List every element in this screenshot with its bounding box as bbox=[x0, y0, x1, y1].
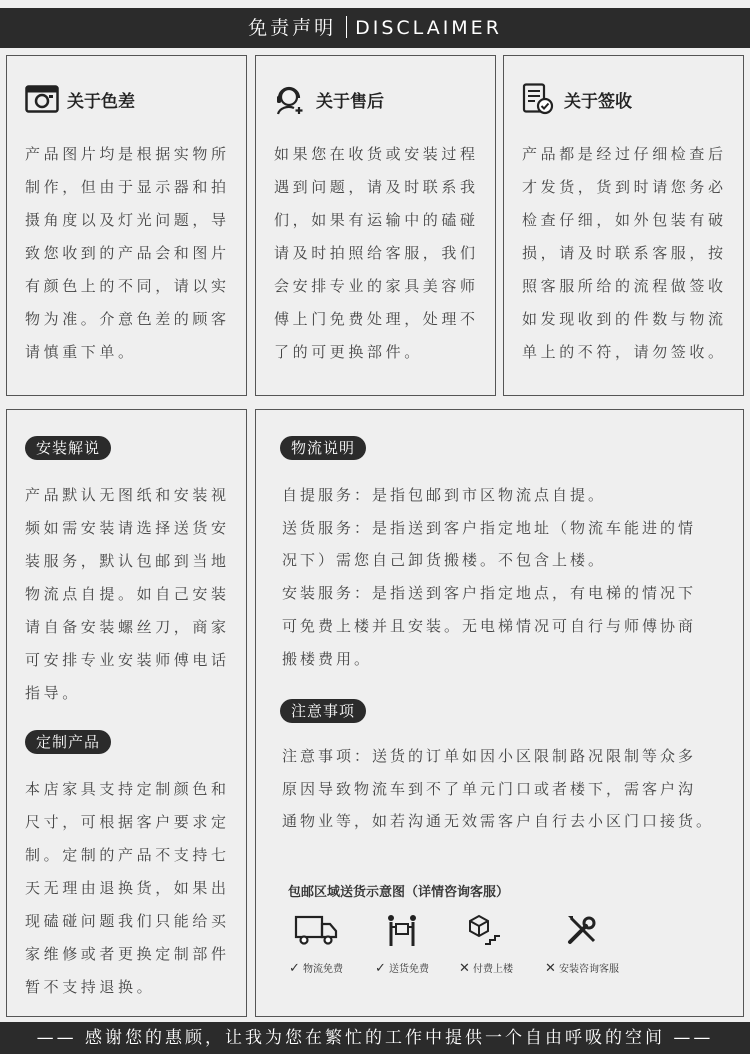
service-label: 付费上楼 bbox=[472, 964, 513, 975]
logistics-title-badge: 物流说明 bbox=[280, 436, 366, 460]
service-logistics bbox=[276, 910, 356, 976]
service-label: 物流免费 bbox=[302, 964, 343, 975]
footer-text: —— 感谢您的惠顾，让我为您在繁忙的工作中提供一个自由呼吸的空间 —— bbox=[36, 1028, 714, 1048]
package-stairs-icon bbox=[469, 913, 503, 947]
logistics-line: 可免费上楼并且安装。无电梯情况可自行与师傅协商 bbox=[282, 617, 697, 635]
sign-receipt-card bbox=[503, 55, 744, 396]
service-install bbox=[542, 910, 622, 976]
check-icon: ✓ bbox=[375, 961, 386, 976]
logistics-line: 况下）需您自己卸货搬楼。不包含上楼。 bbox=[282, 551, 607, 569]
cross-icon: ✕ bbox=[459, 961, 470, 976]
install-custom-panel bbox=[6, 409, 247, 1017]
service-label: 送货免费 bbox=[388, 964, 429, 975]
card-heading bbox=[25, 82, 135, 116]
notice-line: 注意事项：送货的订单如因小区限制路况限制等众多 bbox=[282, 747, 697, 765]
install-title-badge: 安装解说 bbox=[25, 436, 111, 460]
service-upstairs bbox=[446, 910, 526, 976]
logistics-line: 搬楼费用。 bbox=[282, 650, 373, 668]
sign-document-icon bbox=[522, 83, 556, 115]
logistics-line: 送货服务：是指送到客户指定地址（物流车能进的情 bbox=[282, 519, 697, 537]
delivery-person-icon bbox=[385, 913, 419, 947]
card-title: 关于色差 bbox=[67, 91, 135, 112]
logistics-line: 自提服务：是指包邮到市区物流点自提。 bbox=[282, 486, 607, 504]
card-heading bbox=[274, 82, 384, 116]
after-sales-card bbox=[255, 55, 496, 396]
check-icon: ✓ bbox=[289, 961, 300, 976]
delivery-map-title: 包邮区域送货示意图（详情咨询客服） bbox=[288, 885, 510, 900]
card-text: 产品都是经过仔细检查后 才发货，货到时请您务必 检查仔细，如外包装有破 损，请及时联系客服，按 照客服所给的流程做签收 如发现收到的件数与物流 单上的不符，请勿签收。 bbox=[522, 145, 727, 361]
install-text: 产品默认无图纸和安装视 频如需安装请选择送货安 装服务，默认包邮到当地 物流点自提。如自己安装 请自备安装螺丝刀，商家 可安排专业安装师傅电话 指导。 bbox=[25, 486, 230, 702]
camera-icon bbox=[25, 85, 59, 113]
card-heading bbox=[522, 82, 632, 116]
logistics-panel bbox=[255, 409, 744, 1017]
header-en: DISCLAIMER bbox=[355, 17, 502, 39]
card-title: 关于售后 bbox=[316, 91, 384, 112]
custom-text: 本店家具支持定制颜色和 尺寸，可根据客户要求定 制。定制的产品不支持七 天无理由退换货，如果出 现磕碰问题我们只能给买 家维修或者更换定制部件 暂不支持退换。 bbox=[25, 780, 230, 996]
logistics-line: 安装服务：是指送到客户指定地点，有电梯的情况下 bbox=[282, 584, 697, 602]
color-difference-card bbox=[6, 55, 247, 396]
truck-icon bbox=[294, 913, 338, 947]
notice-line: 通物业等，如若沟通无效需客户自行去小区门口接货。 bbox=[282, 812, 715, 830]
cross-icon: ✕ bbox=[545, 961, 556, 976]
header-cn: 免责声明 bbox=[248, 17, 337, 39]
service-label: 安装咨询客服 bbox=[558, 964, 619, 975]
card-text: 产品图片均是根据实物所 制作，但由于显示器和拍 摄角度以及灯光问题，导 致您收到的产品会和图片 有颜色上的不同，请以实 物为准。介意色差的顾客 请慎重下单。 bbox=[25, 145, 230, 361]
thank-you-footer bbox=[0, 1022, 750, 1054]
support-agent-icon bbox=[274, 83, 308, 115]
tools-icon bbox=[565, 913, 599, 947]
disclaimer-header bbox=[0, 8, 750, 48]
card-title: 关于签收 bbox=[564, 91, 632, 112]
card-text: 如果您在收货或安装过程 遇到问题，请及时联系我 们，如果有运输中的磕碰 请及时拍照给客服，我们 会安排专业的家具美容师 傅上门免费处理，处理不 了的可更换部件。 bbox=[274, 145, 479, 361]
notice-line: 原因导致物流车到不了单元门口或者楼下，需客户沟 bbox=[282, 780, 697, 798]
notice-title-badge: 注意事项 bbox=[280, 699, 366, 723]
service-delivery bbox=[362, 910, 442, 976]
header-divider bbox=[346, 16, 347, 38]
custom-title-badge: 定制产品 bbox=[25, 730, 111, 754]
